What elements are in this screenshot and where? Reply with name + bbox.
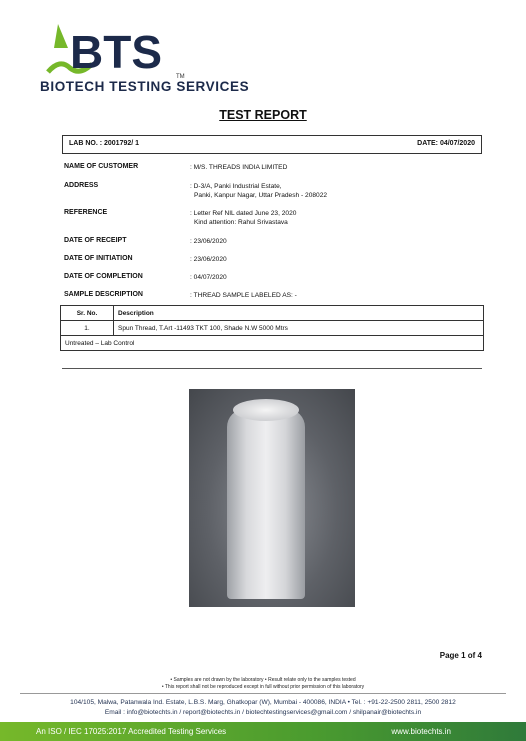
header-sr-no: Sr. No. — [61, 306, 114, 321]
table-row — [61, 321, 484, 336]
accreditation-text: An ISO / IEC 17025:2017 Accredited Testing Services — [36, 727, 227, 736]
field-customer-label: NAME OF CUSTOMER — [64, 163, 139, 170]
website-link[interactable]: www.biotechts.in — [391, 727, 451, 736]
field-customer-value: : M/S. THREADS INDIA LIMITED — [190, 164, 288, 171]
table-header-row — [61, 306, 484, 321]
address-line-2: Email : info@biotechts.in / report@biotechts.in / biotechtestingservices@gmail.com / shilpanair@biotechts.in — [104, 709, 422, 716]
disclaimer-line-1: • Samples are not drawn by the laboratory • Result relate only to the samples tested — [170, 677, 356, 683]
divider — [62, 368, 482, 369]
footer-bar — [0, 722, 526, 741]
logo-tm: TM — [176, 74, 185, 80]
field-receipt-value: : 23/06/2020 — [190, 238, 227, 245]
address-line-1: 104/105, Malwa, Patanwala Ind. Estate, L.B.S. Marg, Ghatkopar (W), Mumbai - 400086, INDIA • Tel. : +91-22-2500 2811, 2500 2812 — [70, 699, 456, 706]
field-reference-value: : Letter Ref NIL dated June 23, 2020 — [190, 210, 297, 217]
company-logo — [40, 18, 190, 80]
sample-table — [60, 305, 484, 351]
row-sr-no: 1. — [61, 321, 114, 336]
logo-mark: BTS — [70, 26, 162, 78]
thread-spool — [227, 409, 305, 599]
field-sample-value: : THREAD SAMPLE LABELED AS: - — [190, 292, 297, 299]
field-initiation-value: : 23/06/2020 — [190, 256, 227, 263]
row-description: Spun Thread, T.Art -11493 TKT 100, Shade N.W 5000 Mtrs — [114, 321, 484, 336]
field-address-label: ADDRESS — [64, 182, 99, 189]
thread-spool-top — [233, 399, 299, 421]
report-date: DATE: 04/07/2020 — [417, 140, 475, 147]
footer-divider — [20, 693, 506, 694]
field-address-value-2: Panki, Kanpur Nagar, Uttar Pradesh - 208022 — [194, 192, 328, 199]
disclaimer-line-2: • This report shall not be reproduced except in full without prior permission of this laboratory — [161, 684, 365, 690]
table-note-row — [61, 336, 484, 351]
report-title: TEST REPORT — [219, 108, 307, 122]
field-reference-value-2: Kind attention: Rahul Srivastava — [194, 219, 288, 226]
lab-number: LAB NO. : 2001792/ 1 — [69, 140, 140, 147]
logo-wordmark: BIOTECH TESTING SERVICES — [40, 79, 250, 94]
field-reference-label: REFERENCE — [64, 209, 108, 216]
field-initiation-label: DATE OF INITIATION — [64, 255, 133, 262]
header-description: Description — [114, 306, 484, 321]
field-receipt-label: DATE OF RECEIPT — [64, 237, 127, 244]
page-number: Page 1 of 4 — [439, 651, 482, 660]
row-note: Untreated – Lab Control — [61, 336, 484, 351]
field-address-value: : D-3/A, Panki Industrial Estate, — [190, 183, 282, 190]
field-completion-label: DATE OF COMPLETION — [64, 273, 143, 280]
lab-info-box — [62, 135, 482, 154]
field-completion-value: : 04/07/2020 — [190, 274, 227, 281]
sample-photo — [189, 389, 355, 607]
field-sample-label: SAMPLE DESCRIPTION — [64, 291, 143, 298]
